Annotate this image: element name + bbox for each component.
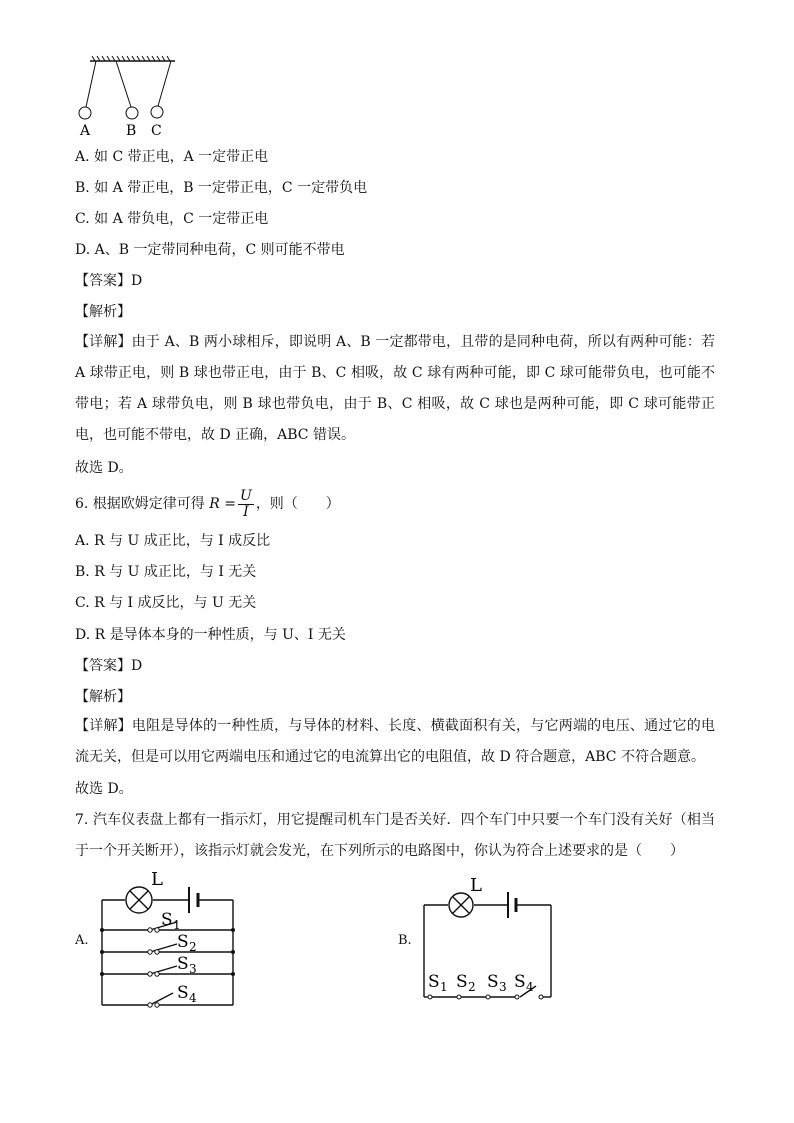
- lamp-label-a: L: [151, 869, 163, 890]
- q5-detail: 【详解】由于 A、B 两小球相斥，即说明 A、B 一定都带电，且带的是同种电荷，所以有两种可能：若 A 球带正电，则 B 球也带正电，由于 B、C 相吸，故 C 球有两种可能，即 C 球可能带负电，也可能不带电；若 A 球带负电，则 B 球也带负电，由于 B、C 相吸，故 C 球也是两种可能，即 C 球可能带正电，也可能不带电，故 D 正确，ABC 错误。: [75, 334, 715, 443]
- switch-sub-b4: 4: [526, 980, 534, 994]
- q7-stem: 7. 汽车仪表盘上都有一指示灯，用它提醒司机车门是否关好．四个车门中只要一个车门没有关好（相当于一个开关断开），该指示灯就会发光，在下列所示的电路图中，你认为符合上述要求的是（ ）: [75, 812, 715, 859]
- lamp-icon: [449, 893, 473, 917]
- q6-option-a: A. R 与 U 成正比，与 I 成反比: [75, 533, 271, 549]
- switch-sub-a4: 4: [189, 991, 197, 1005]
- q7-option-a-label: A.: [75, 933, 89, 948]
- switch-sub-a3: 3: [189, 962, 197, 976]
- switch-label-a4: S: [177, 983, 189, 1003]
- switch-label-a2: S: [177, 932, 189, 952]
- ball-a: [79, 107, 91, 119]
- lamp-icon: [126, 887, 152, 913]
- switch-sub-b3: 3: [499, 980, 507, 994]
- q5-analysis-heading: 【解析】: [75, 304, 131, 320]
- circuit-b-diagram: [418, 872, 558, 1002]
- q6-option-b: B. R 与 U 成正比，与 I 无关: [75, 564, 257, 580]
- switch-label-b1: S: [428, 972, 440, 992]
- q6-option-d: D. R 是导体本身的一种性质，与 U、I 无关: [75, 627, 346, 643]
- ohms-law-fraction: [238, 489, 254, 520]
- q6-option-c: C. R 与 I 成反比，与 U 无关: [75, 595, 257, 611]
- switch-sub-a2: 2: [189, 940, 197, 954]
- q5-option-a: A. 如 C 带正电，A 一定带正电: [75, 149, 269, 165]
- ball-label-b: B: [126, 123, 137, 139]
- ball-label-a: A: [80, 123, 91, 139]
- q6-stem: [75, 484, 340, 524]
- q6-analysis-heading: 【解析】: [75, 689, 131, 705]
- switch-label-a3: S: [177, 954, 189, 974]
- ball-label-c: C: [151, 123, 162, 139]
- q5-conclusion: 故选 D。: [75, 460, 133, 476]
- switch-label-a1: S: [161, 910, 173, 930]
- ball-b: [126, 107, 138, 119]
- fraction-numerator: U: [240, 487, 252, 504]
- switch-sub-b2: 2: [468, 980, 476, 994]
- switch-label-b2: S: [456, 972, 468, 992]
- q6-stem-prefix: 6. 根据欧姆定律可得: [75, 496, 210, 512]
- switch-sub-b1: 1: [440, 980, 448, 994]
- formula-lhs: R =: [209, 496, 236, 512]
- ball-c: [151, 106, 163, 118]
- hanging-balls-figure: [70, 55, 190, 140]
- q5-option-c: C. 如 A 带负电，C 一定带正电: [75, 211, 269, 227]
- q6-conclusion: 故选 D。: [75, 781, 133, 797]
- lamp-label-b: L: [470, 875, 482, 896]
- q6-detail: 【详解】电阻是导体的一种性质，与导体的材料、长度、横截面积有关，与它两端的电压、通过它的电流无关，但是可以用它两端电压和通过它的电流算出它的电阻值，故 D 符合题意，ABC 不符合题意。: [75, 718, 715, 765]
- fraction-denominator: I: [243, 503, 249, 520]
- circuit-a-diagram: [95, 865, 240, 1010]
- q6-answer: 【答案】D: [75, 658, 143, 674]
- switch-label-b4: S: [514, 972, 526, 992]
- q5-answer: 【答案】D: [75, 273, 143, 289]
- q7-option-b-label: B.: [398, 933, 412, 948]
- q5-option-d: D. A、B 一定带同种电荷，C 则可能不带电: [75, 242, 345, 258]
- q5-option-b: B. 如 A 带正电，B 一定带正电，C 一定带负电: [75, 180, 368, 196]
- switch-label-b3: S: [487, 972, 499, 992]
- switch-sub-a1: 1: [173, 918, 181, 932]
- q6-stem-suffix: ，则（ ）: [255, 496, 340, 512]
